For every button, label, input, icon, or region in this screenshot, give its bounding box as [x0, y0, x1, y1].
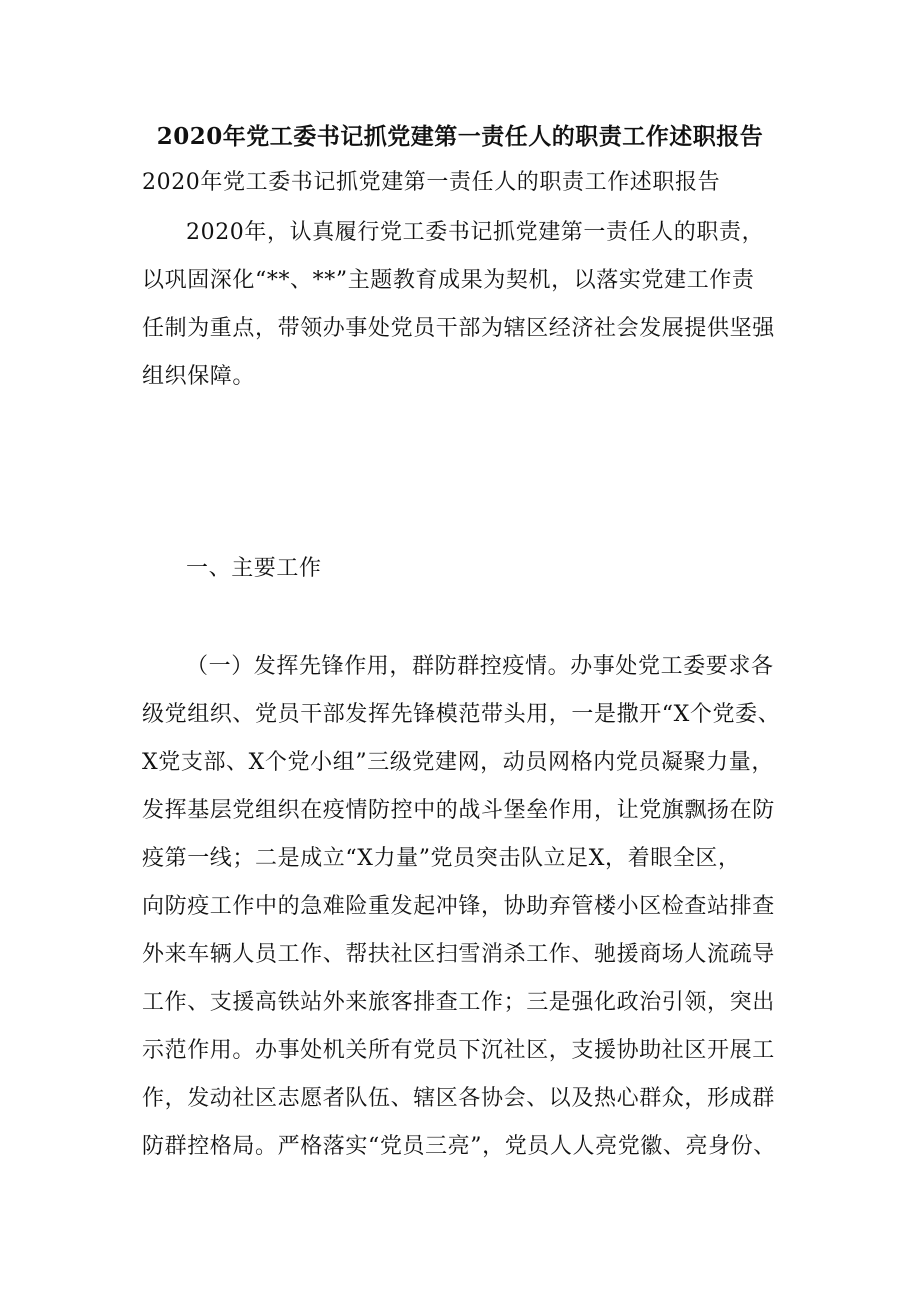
body-line: 向防疫工作中的急难险重发起冲锋，协助弃管楼小区检查站排查: [142, 894, 775, 919]
body-line: 作，发动社区志愿者队伍、辖区各协会、以及热心群众，形成群: [142, 1086, 775, 1111]
intro-line: 任制为重点，带领办事处党员干部为辖区经济社会发展提供坚强: [142, 316, 775, 341]
body-line: 外来车辆人员工作、帮扶社区扫雪消杀工作、驰援商场人流疏导: [142, 942, 775, 967]
document-title: 2020年党工委书记抓党建第一责任人的职责工作述职报告: [156, 123, 764, 150]
body-line: 发挥基层党组织在疫情防控中的战斗堡垒作用，让党旗飘扬在防: [142, 798, 775, 823]
body-line: 级党组织、党员干部发挥先锋模范带头用，一是撒开“X个党委、: [142, 702, 781, 727]
body-line: X党支部、X个党小组”三级党建网，动员网格内党员凝聚力量，: [142, 750, 774, 775]
intro-line: 2020年，认真履行党工委书记抓党建第一责任人的职责，: [186, 220, 765, 245]
body-line: 防群控格局。严格落实“党员三亮”，党员人人亮党徽、亮身份、: [142, 1134, 776, 1159]
intro-line: 以巩固深化“**、**”主题教育成果为契机，以落实党建工作责: [142, 268, 755, 293]
body-line: （一）发挥先锋作用，群防群控疫情。办事处党工委要求各: [186, 654, 774, 679]
document-subtitle: 2020年党工委书记抓党建第一责任人的职责工作述职报告: [142, 170, 721, 195]
intro-line: 组织保障。: [142, 364, 256, 389]
section-heading: 一、主要工作: [186, 556, 322, 581]
body-line: 疫第一线；二是成立“X力量”党员突击队立足X，着眼全区，: [142, 846, 741, 871]
body-line: 示范作用。办事处机关所有党员下沉社区，支援协助社区开展工: [142, 1038, 775, 1063]
body-line: 工作、支援高铁站外来旅客排查工作；三是强化政治引领，突出: [142, 990, 775, 1015]
